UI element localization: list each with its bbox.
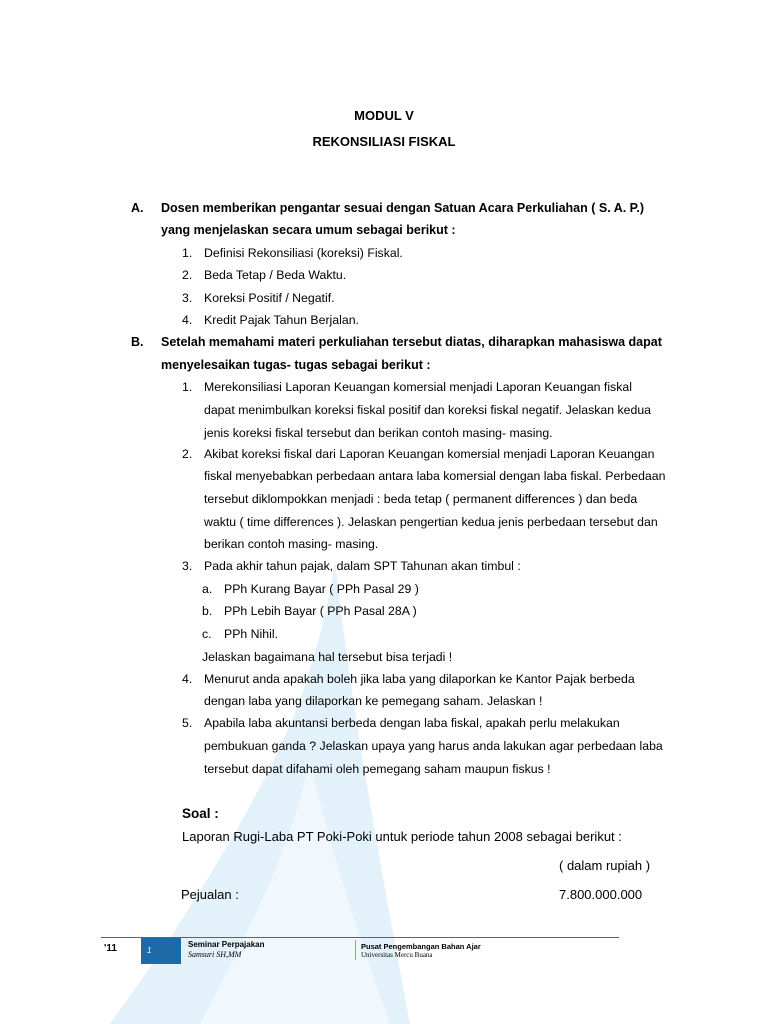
list-item-number: 1.	[182, 246, 193, 260]
footer-page-box	[141, 938, 181, 964]
list-item: Akibat koreksi fiskal dari Laporan Keuangan komersial menjadi Laporan Keuangan	[204, 447, 655, 461]
soal-description: Laporan Rugi-Laba PT Poki-Poki untuk periode tahun 2008 sebagai berikut :	[182, 829, 622, 844]
list-item: Pada akhir tahun pajak, dalam SPT Tahunan akan timbul :	[204, 559, 521, 573]
section-a-intro-line2: yang menjelaskan secara umum sebagai berikut :	[161, 223, 456, 237]
footer-course: Seminar Perpajakan	[188, 940, 265, 949]
section-b-intro-line2: menyelesaikan tugas- tugas sebagai berikut :	[161, 358, 431, 372]
list-item-number: 3.	[182, 559, 193, 573]
module-subtitle: REKONSILIASI FISKAL	[312, 134, 456, 149]
list-item-number: 4.	[182, 313, 193, 327]
soal-unit: ( dalam rupiah )	[559, 858, 651, 873]
list-item: Menurut anda apakah boleh jika laba yang dilaporkan ke Kantor Pajak berbeda	[204, 672, 635, 686]
list-item-note: Jelaskan bagaimana hal tersebut bisa terjadi !	[202, 650, 453, 664]
sub-item-letter: c.	[202, 627, 212, 641]
list-item-number: 3.	[182, 291, 193, 305]
list-item-number: 2.	[182, 447, 193, 461]
footer-vertical-divider	[355, 940, 356, 960]
list-item: Apabila laba akuntansi berbeda dengan laba fiskal, apakah perlu melakukan	[204, 716, 620, 730]
list-item: pembukuan ganda ? Jelaskan upaya yang harus anda lakukan agar perbedaan laba	[204, 739, 663, 753]
section-b-intro-line1: Setelah memahami materi perkuliahan tersebut diatas, diharapkan mahasiswa dapat	[161, 335, 662, 349]
soal-row-value: 7.800.000.000	[559, 887, 643, 902]
list-item: jenis koreksi fiskal tersebut dan berikan contoh masing- masing.	[204, 426, 553, 440]
soal-row-label: Pejualan :	[181, 887, 239, 902]
list-item: Beda Tetap / Beda Waktu.	[204, 268, 347, 282]
section-b-marker: B.	[131, 335, 144, 349]
sub-item: PPh Kurang Bayar ( PPh Pasal 29 )	[224, 582, 419, 596]
list-item: waktu ( time differences ). Jelaskan pengertian kedua jenis perbedaan tersebut dan	[204, 515, 658, 529]
section-a-intro-line1: Dosen memberikan pengantar sesuai dengan Satuan Acara Perkuliahan ( S. A. P.)	[161, 201, 645, 215]
footer-page-number: 1	[147, 946, 152, 955]
module-title: MODUL V	[354, 108, 414, 123]
list-item: tersebut dapat difahami oleh pemegang saham maupun fiskus !	[204, 762, 551, 776]
list-item: fiskal menyebabkan perbedaan antara laba komersial dengan laba fiskal. Perbedaan	[204, 469, 666, 483]
soal-heading: Soal :	[182, 806, 219, 821]
list-item-number: 5.	[182, 716, 193, 730]
sub-item: PPh Lebih Bayar ( PPh Pasal 28A )	[224, 604, 417, 618]
sub-item: PPh Nihil.	[224, 627, 278, 641]
list-item-number: 1.	[182, 380, 193, 394]
list-item: dengan laba yang dilaporkan ke pemegang saham. Jelaskan !	[204, 694, 543, 708]
footer-year: '11	[104, 943, 117, 954]
list-item: tersebut diklompokkan menjadi : beda tetap ( permanent differences ) dan beda	[204, 492, 638, 506]
sub-item-letter: b.	[202, 604, 213, 618]
list-item: Definisi Rekonsiliasi (koreksi) Fiskal.	[204, 246, 403, 260]
sub-item-letter: a.	[202, 582, 213, 596]
list-item-number: 2.	[182, 268, 193, 282]
list-item: Koreksi Positif / Negatif.	[204, 291, 335, 305]
list-item: dapat menimbulkan koreksi fiskal positif dan koreksi fiskal negatif. Jelaskan kedua	[204, 403, 652, 417]
section-a-marker: A.	[131, 201, 144, 215]
list-item-number: 4.	[182, 672, 193, 686]
list-item: berikan contoh masing- masing.	[204, 537, 379, 551]
footer-author: Samsuri SH,MM	[188, 950, 242, 959]
list-item: Merekonsiliasi Laporan Keuangan komersial menjadi Laporan Keuangan fiskal	[204, 380, 632, 394]
list-item: Kredit Pajak Tahun Berjalan.	[204, 313, 359, 327]
footer-university: Universitas Mercu Buana	[361, 951, 433, 959]
footer-center: Pusat Pengembangan Bahan Ajar	[361, 942, 481, 951]
